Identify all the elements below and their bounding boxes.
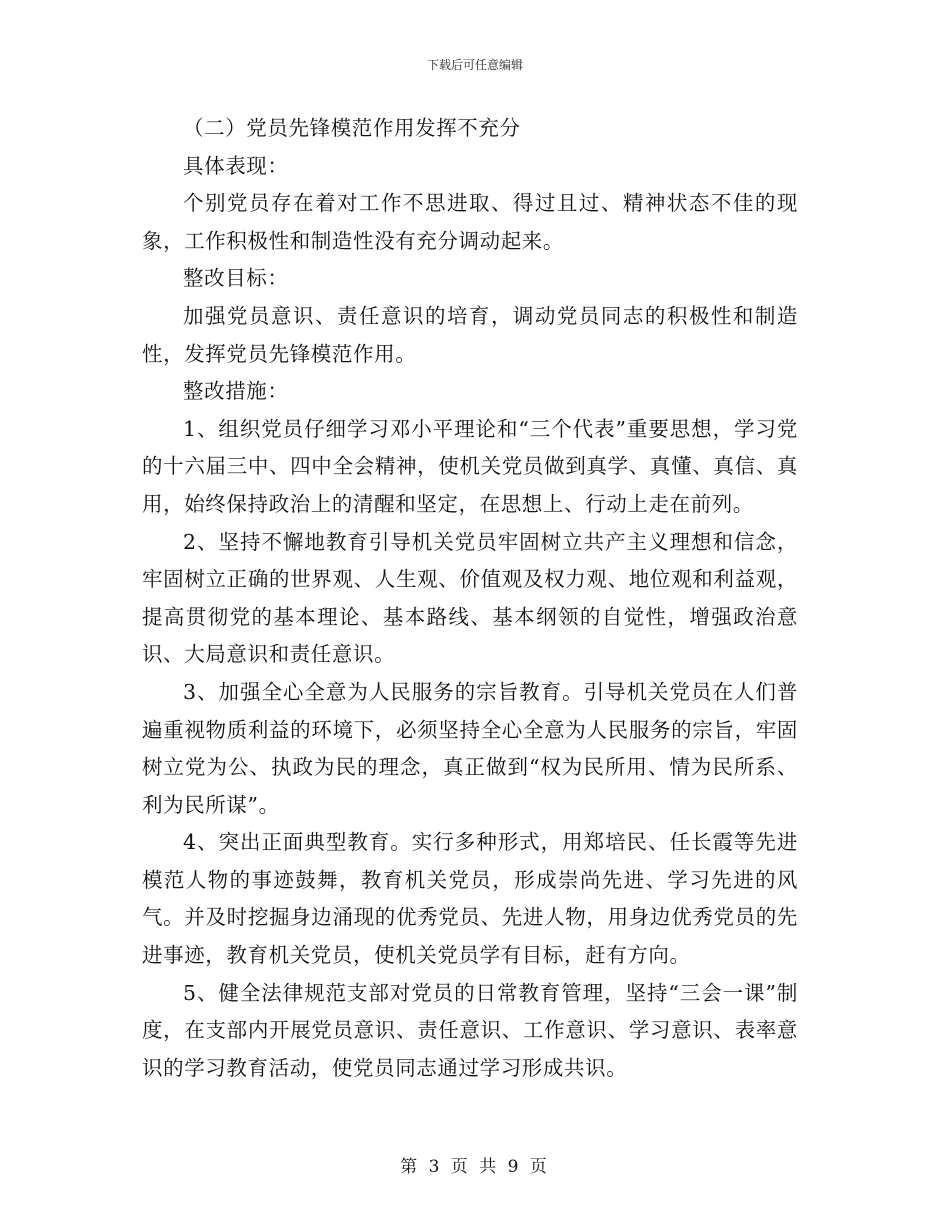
label-specific-performance: 具体表现： xyxy=(183,153,289,178)
document-body xyxy=(142,110,798,1087)
measure-item-4: 4、突出正面典型教育。实行多种形式，用郑培民、任长霞等先进模范人物的事迹鼓舞，教育机关党员，形成崇尚先进、学习先进的风气。并及时挖掘身边涌现的优秀党员、先进人物，用身边优秀党员的先进事迹，教育机关党员，使机关党员学有目标，赶有方向。 xyxy=(142,830,798,968)
page-header: 下载后可任意编辑 xyxy=(426,58,523,72)
measure-item-1: 1、组织党员仔细学习邓小平理论和“三个代表”重要思想，学习党的十六届三中、四中全会精神，使机关党员做到真学、真懂、真信、真用，始终保持政治上的清醒和坚定，在思想上、行动上走在前列。 xyxy=(142,416,798,516)
paragraph-goal: 加强党员意识、责任意识的培育，调动党员同志的积极性和制造性，发挥党员先锋模范作用。 xyxy=(142,303,798,366)
measure-item-3: 3、加强全心全意为人民服务的宗旨教育。引导机关党员在人们普遍重视物质利益的环境下，必须坚持全心全意为人民服务的宗旨，牢固树立党为公、执政为民的理念，真正做到“权为民所用、情为民所系、利为民所谋”。 xyxy=(142,679,798,817)
page-footer: 第 3 页 共 9 页 xyxy=(400,1157,550,1177)
measure-item-5: 5、健全法律规范支部对党员的日常教育管理，坚持“三会一课”制度，在支部内开展党员意识、责任意识、工作意识、学习意识、表率意识的学习教育活动，使党员同志通过学习形成共识。 xyxy=(142,980,798,1080)
label-rectification-measures: 整改措施： xyxy=(183,379,289,404)
paragraph-performance: 个别党员存在着对工作不思进取、得过且过、精神状态不佳的现象，工作积极性和制造性没有充分调动起来。 xyxy=(142,191,798,253)
section-heading: （二）党员先锋模范作用发挥不充分 xyxy=(183,116,521,140)
label-rectification-goal: 整改目标： xyxy=(183,266,289,291)
measure-item-2: 2、坚持不懈地教育引导机关党员牢固树立共产主义理想和信念，牢固树立正确的世界观、人生观、价值观及权力观、地位观和利益观，提高贯彻党的基本理论、基本路线、基本纲领的自觉性，增强政治意识、大局意识和责任意识。 xyxy=(142,529,798,667)
